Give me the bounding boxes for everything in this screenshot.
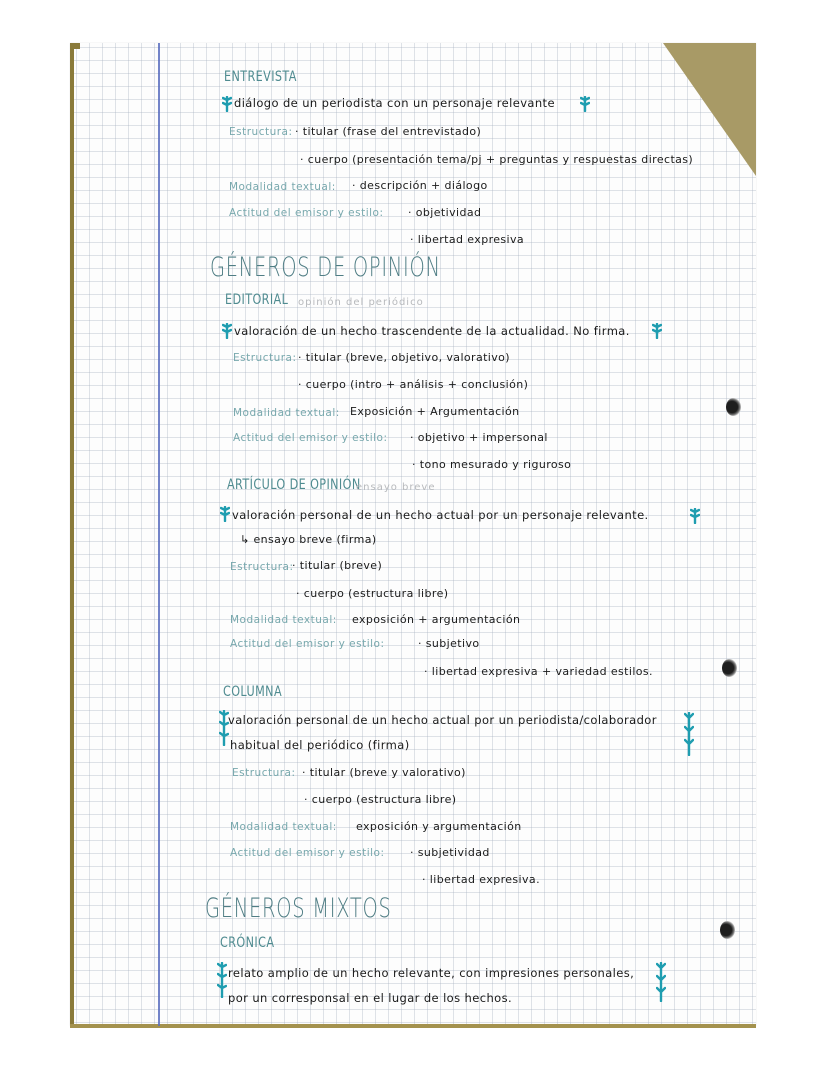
modalidad-value: Exposición + Argumentación [350,405,520,418]
modalidad-value: · descripción + diálogo [352,179,488,192]
actitud-item: · objetivo + impersonal [410,431,548,444]
modalidad-value: exposición y argumentación [356,820,522,833]
actitud-item: · libertad expresiva. [422,873,540,886]
actitud-item: · subjetivo [418,637,480,650]
actitud-item: · objetividad [408,206,482,219]
label-estructura: Estructura: [230,561,294,573]
label-modalidad: Modalidad textual: [233,407,340,419]
heading-generos-opinion: GÉNEROS DE OPINIÓN [210,252,441,283]
estructura-item: · cuerpo (estructura libre) [304,793,457,806]
note-articulo: ensayo breve [356,482,436,493]
estructura-item: · cuerpo (presentación tema/pj + preguntas y respuestas directas) [300,153,694,166]
section-title-columna: COLUMNA [223,684,283,700]
margin-line [158,43,160,1026]
label-actitud: Actitud del emisor y estilo: [233,432,388,444]
label-actitud: Actitud del emisor y estilo: [230,638,385,650]
leaf-bullet-icon [690,508,700,524]
estructura-item: · titular (frase del entrevistado) [295,125,482,138]
label-estructura: Estructura: [232,767,296,779]
label-modalidad: Modalidad textual: [230,614,337,626]
estructura-item: · titular (breve) [292,559,383,572]
definition-columna-line2: habitual del periódico (firma) [230,738,410,752]
estructura-item: · titular (breve, objetivo, valorativo) [298,351,510,364]
leaf-vine-icon [656,962,666,1002]
actitud-item: · libertad expresiva + variedad estilos. [424,665,653,678]
punch-hole [722,659,737,677]
label-actitud: Actitud del emisor y estilo: [230,847,385,859]
definition-editorial: valoración de un hecho trascendente de la actualidad. No firma. [234,324,630,338]
definition-columna-line1: valoración personal de un hecho actual por un periodista/colaborador [228,713,657,727]
label-modalidad: Modalidad textual: [230,821,337,833]
section-title-articulo: ARTÍCULO DE OPINIÓN [227,477,361,493]
actitud-item: · tono mesurado y riguroso [412,458,572,471]
leaf-vine-icon [684,712,694,756]
leaf-bullet-icon [222,323,232,339]
leaf-bullet-icon [222,96,232,112]
definition-articulo: valoración personal de un hecho actual por un personaje relevante. [232,508,649,522]
label-estructura: Estructura: [229,126,293,138]
heading-generos-mixtos: GÉNEROS MIXTOS [205,893,392,924]
estructura-item: · cuerpo (estructura libre) [296,587,449,600]
binder-edge-top [70,43,80,49]
label-estructura: Estructura: [233,352,297,364]
definition-entrevista: diálogo de un periodista con un personaje relevante [234,96,555,110]
leaf-bullet-icon [580,96,590,112]
punch-hole [726,398,741,416]
leaf-bullet-icon [652,323,662,339]
section-title-editorial: EDITORIAL [225,292,289,308]
definition-cronica-line2: por un corresponsal en el lugar de los hechos. [228,991,513,1005]
punch-hole [720,921,735,939]
leaf-bullet-icon [220,506,230,522]
actitud-item: · subjetividad [410,846,490,859]
label-modalidad: Modalidad textual: [229,181,336,193]
leaf-vine-icon [217,962,227,998]
definition-cronica-line1: relato amplio de un hecho relevante, con impresiones personales, [228,966,635,980]
actitud-item: · libertad expresiva [410,233,525,246]
sub-note-articulo: ↳ ensayo breve (firma) [240,533,377,546]
binder-edge [70,43,74,1026]
section-title-cronica: CRÓNICA [220,935,275,951]
modalidad-value: exposición + argumentación [352,613,521,626]
estructura-item: · cuerpo (intro + análisis + conclusión) [298,378,529,391]
page-bottom-edge [70,1024,756,1028]
note-editorial: opinión del periódico [298,297,424,308]
label-actitud: Actitud del emisor y estilo: [229,207,384,219]
estructura-item: · titular (breve y valorativo) [302,766,466,779]
section-title-entrevista: ENTREVISTA [224,69,297,85]
